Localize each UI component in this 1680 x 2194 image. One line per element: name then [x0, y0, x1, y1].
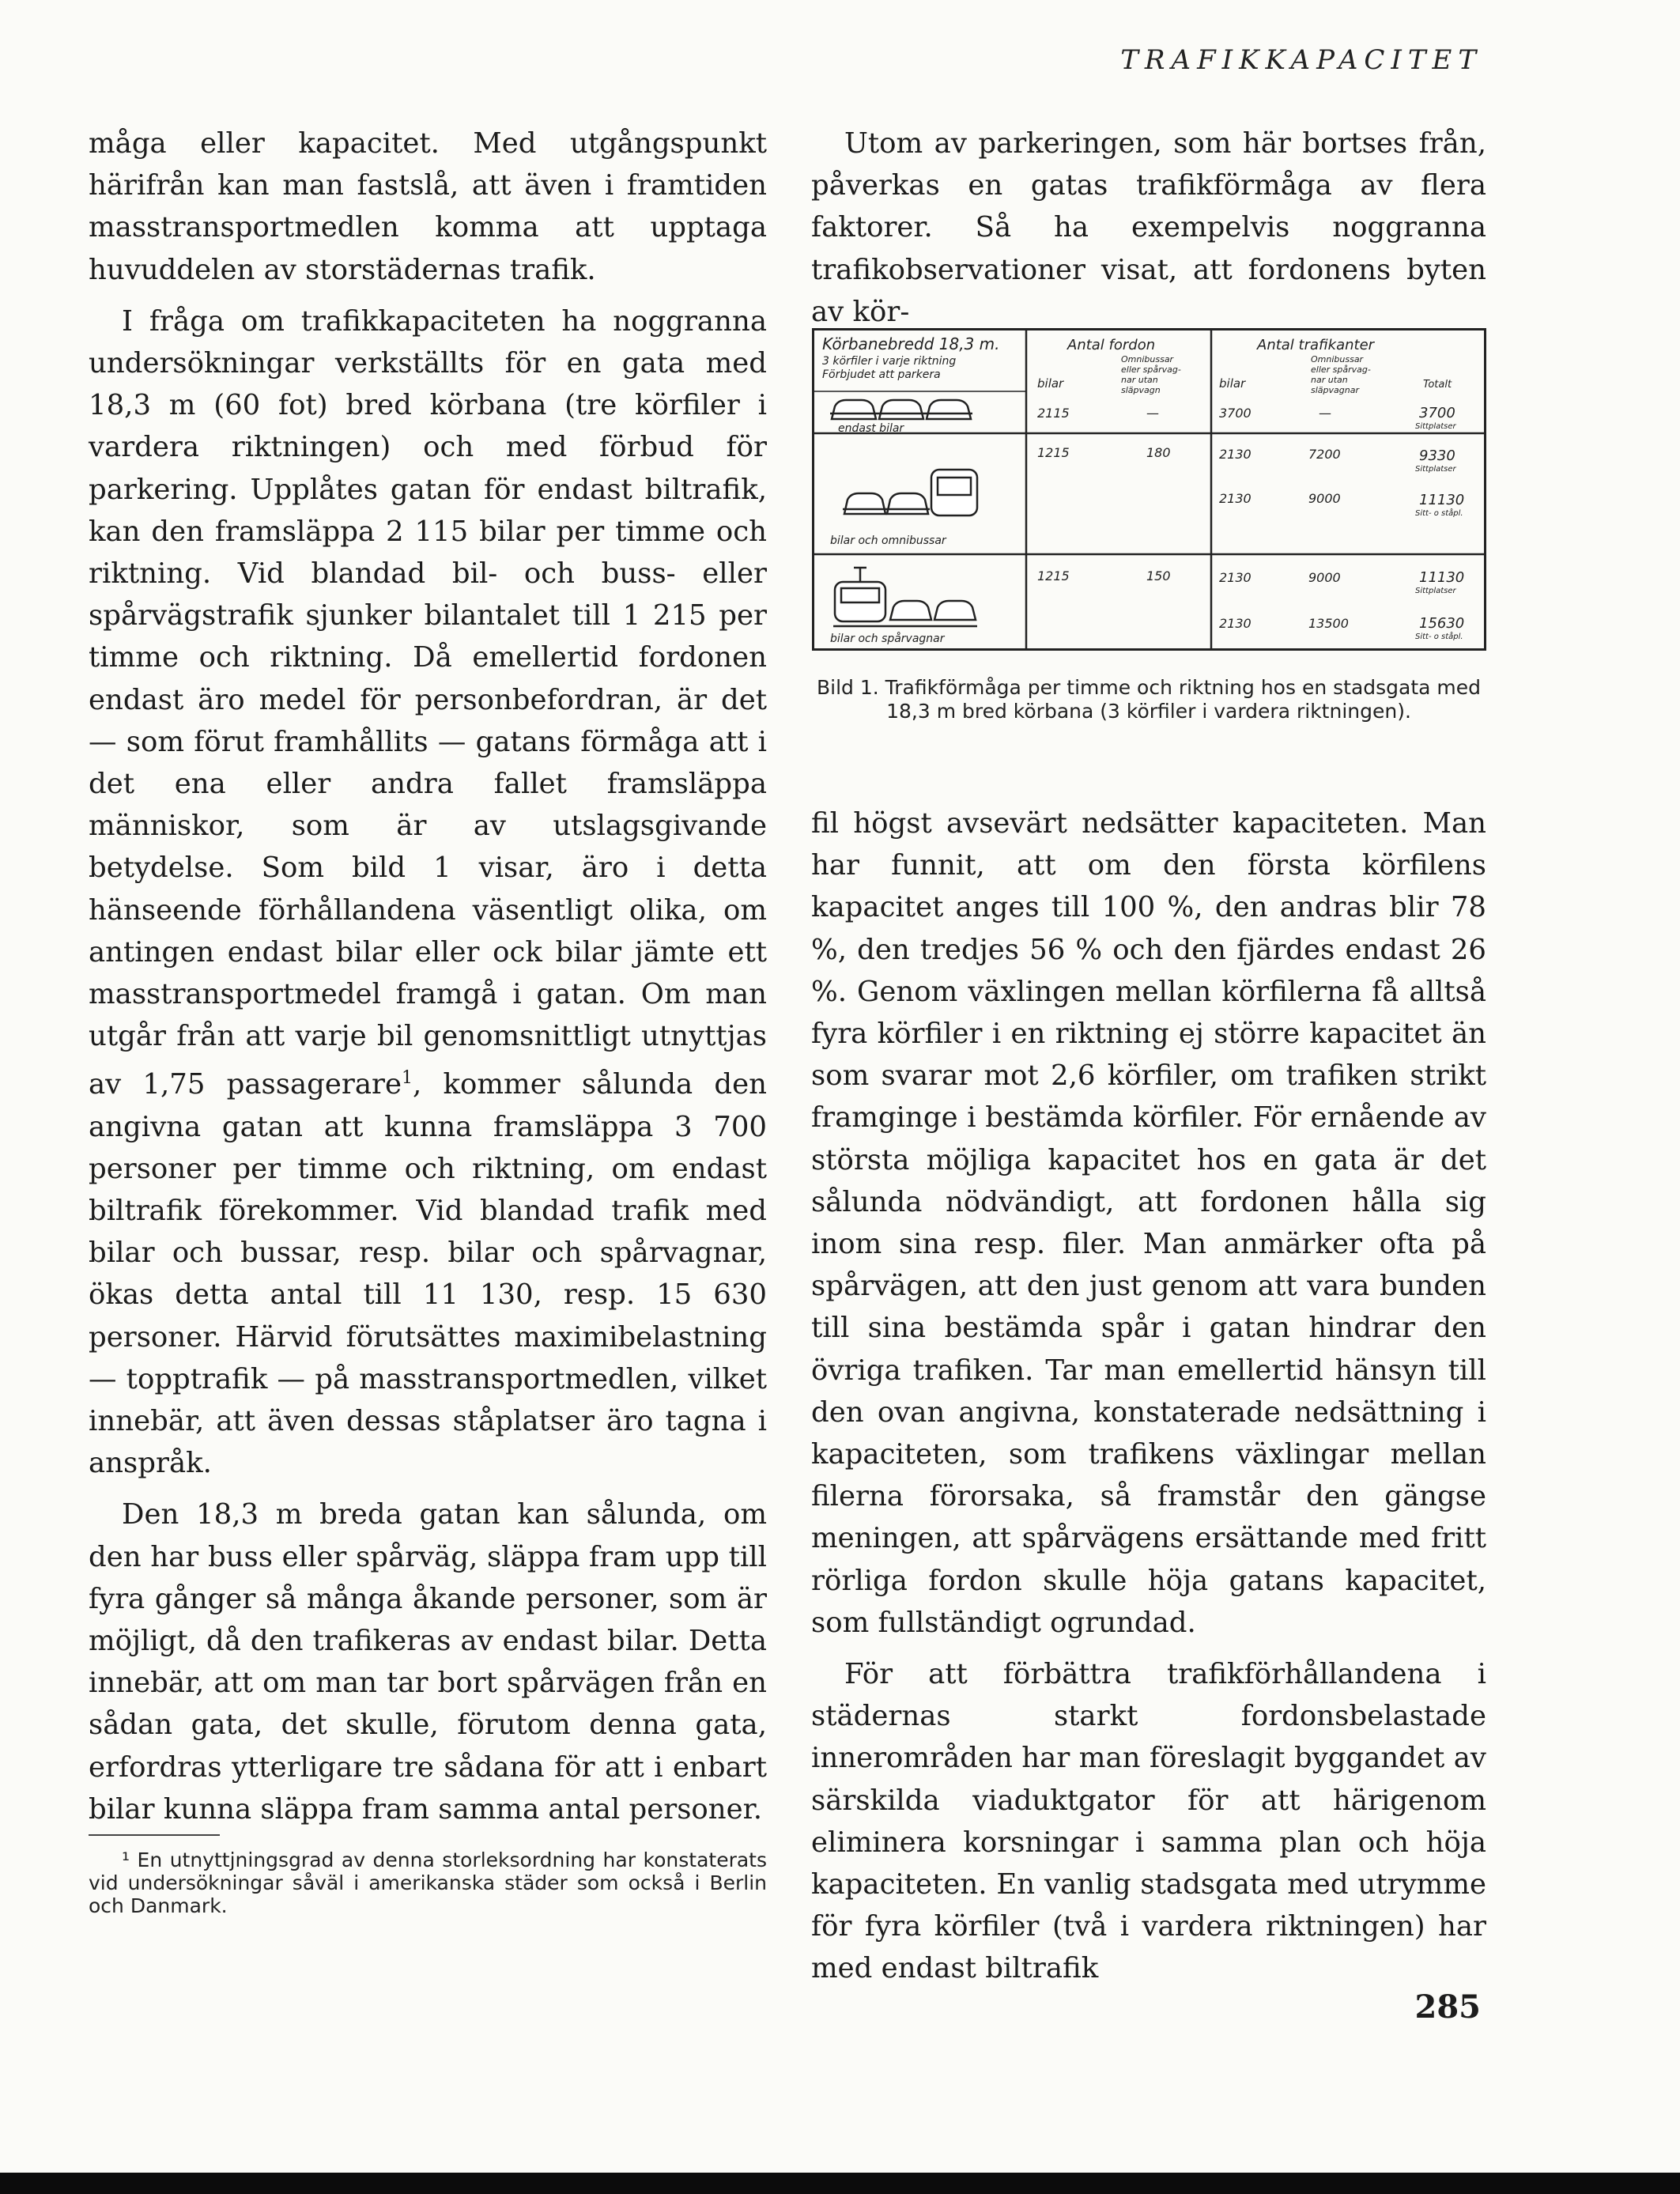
persons-total: 9330: [1419, 447, 1455, 464]
header-persons: Antal trafikanter: [1257, 337, 1375, 353]
page-number: 285: [1414, 1988, 1481, 2026]
persons-transit: —: [1319, 406, 1331, 421]
vehicles-cars: 2115: [1037, 406, 1070, 421]
vehicles-cars: 1215: [1037, 445, 1070, 460]
persons-cars: 2130: [1219, 447, 1252, 462]
figure-caption: Bild 1. Trafikförmåga per timme och riktning hos en stadsgata med 18,3 m bred körbana (3 körfiler i vardera riktningen).: [816, 676, 1482, 723]
right-column-top: [811, 123, 1486, 333]
total-note: Sitt- o ståpl.: [1415, 509, 1463, 518]
paragraph: fil högst avsevärt nedsätter kapaciteten. Man har funnit, att om den första körfilens kapacitet anges till 100 %, den andras blir 78 %, den tredjes 56 % och den fjärdes endast 26 %. Genom växlingen mellan körfilerna få alltså fyra körfiler i en riktning ej större kapacitet än som svarar mot 2,6 körfiler, om trafiken strikt framginge i bestämda körfiler. För ernående av största möjliga kapacitet hos en gata är det sålunda nödvändigt, att fordonen hålla sig inom sina resp. filer. Man anmärker ofta på spårvägen, att den just genom att vara bunden till sina bestämda spår i gatan hindrar den övriga trafiken. Tar man emellertid hänsyn till den ovan angivna, konstaterade nedsättning i kapaciteten, som trafikens växlingar mellan filerna förorsaka, så framstår den gängse meningen, att spårvägens ersättande med fritt rörliga fordon skulle höja gatans kapacitet, som fullständigt ogrundad.: [811, 807, 1486, 1639]
footnote-text: ¹ En utnyttjningsgrad av denna storleksordning har konstaterats vid undersökningar såväl i amerikanska städer som också i Berlin och Danmark.: [89, 1848, 767, 1917]
tram-icon: [833, 568, 977, 626]
persons-transit: 13500: [1308, 616, 1349, 631]
persons-total: 15630: [1419, 615, 1465, 632]
header-persons-transit: Omnibussar: [1311, 354, 1364, 364]
header-total: Totalt: [1423, 379, 1452, 391]
row-label: bilar och spårvagnar: [830, 633, 945, 645]
header-persons-transit: eller spårvag-: [1311, 364, 1371, 375]
persons-transit: 9000: [1308, 570, 1341, 585]
persons-cars: 2130: [1219, 616, 1252, 631]
header-vehicles-cars: bilar: [1037, 376, 1064, 391]
total-note: Sitt- o ståpl.: [1415, 633, 1463, 641]
persons-transit: 7200: [1308, 447, 1341, 462]
paragraph: Den 18,3 m breda gatan kan sålunda, om den har buss eller spårväg, släppa fram upp till fyra gånger så många åkande personer, som är möjligt, då den trafikeras av endast bilar. Detta innebär, att om man tar bort spårvägen från en sådan gata, det skulle, förutom denna gata, erfordras ytterligare tre sådana för att i enbart bilar kunna släppa fram samma antal personer.: [89, 1498, 767, 1826]
total-note: Sittplatser: [1415, 465, 1456, 474]
header-width: Körbanebredd 18,3 m.: [822, 334, 1000, 353]
header-vehicles: Antal fordon: [1067, 337, 1156, 353]
bus-icon: [843, 470, 977, 515]
paragraph: [89, 300, 767, 1485]
row-label: endast bilar: [838, 422, 904, 435]
paragraph-text: I fråga om trafikkapaciteten ha noggranna undersökningar verkställts för en gata med 18,3 m (60 fot) bred körbana (tre körfiler i vardera riktningen) och med förbud för parkering. Upplåtes gatan för endast biltrafik, kan den framsläppa 2 115 bilar per timme och riktning. Vid blandad bil- och buss- eller spårvägstrafik sjunker bilantalet till 1 215 per timme och riktning. Då emellertid fordonen endast äro medel för personbefordran, är det — som förut framhållits — gatans förmåga att i det ena eller andra fallet framsläppa människor, som är av utslagsgivande betydelse. Som bild 1 visar, äro i detta hänseende förhållandena väsentligt olika, om antingen endast bilar eller ock bilar jämte ett masstransportmedel framgå i gatan. Om man utgår från att varje bil genomsnittligt utnyttjas av 1,75 passagerare: [89, 304, 767, 1101]
header-persons-cars: bilar: [1219, 376, 1246, 391]
persons-cars: 2130: [1219, 570, 1252, 585]
persons-total: 11130: [1419, 569, 1465, 586]
header-vehicles-transit: eller spårvag-: [1121, 364, 1181, 375]
figure-table: [812, 328, 1486, 651]
header-vehicles-transit: släpvagn: [1121, 385, 1161, 395]
header-lanes: 3 körfiler i varje riktning: [822, 355, 957, 368]
total-note: Sittplatser: [1415, 422, 1456, 431]
paragraph: För att förbättra trafikförhållandena i städernas starkt fordonsbelastade innerområden har man föreslagit byggandet av särskilda viaduktgator för att härigenom eliminera korsningar i samma plan och höja kapaciteten. En vanlig stadsgata med utrymme för fyra körfiler (två i vardera riktningen) har med endast biltrafik: [811, 1658, 1486, 1985]
vehicles-transit: —: [1146, 406, 1159, 421]
header-persons-transit: nar utan: [1311, 375, 1348, 385]
vehicles-transit: 180: [1146, 445, 1171, 460]
persons-cars: 2130: [1219, 491, 1252, 506]
running-header: TRAFIKKAPACITET: [1120, 44, 1482, 76]
persons-total: 11130: [1419, 492, 1465, 508]
footnote: [89, 1848, 767, 1917]
row-label: bilar och omnibussar: [830, 534, 946, 547]
header-persons-transit: släpvagnar: [1311, 385, 1359, 395]
vehicles-cars: 1215: [1037, 568, 1070, 583]
car-icon: [830, 400, 972, 419]
header-vehicles-transit: Omnibussar: [1121, 354, 1174, 364]
persons-cars: 3700: [1219, 406, 1252, 421]
left-column: [89, 123, 767, 1830]
right-column-bottom: [811, 802, 1486, 1990]
persons-transit: 9000: [1308, 491, 1341, 506]
footnote-reference: 1: [402, 1068, 413, 1089]
footnote-divider: [89, 1834, 220, 1836]
paragraph: måga eller kapacitet. Med utgångspunkt härifrån kan man fastslå, att även i framtiden masstransportmedlen komma att upptaga huvuddelen av storstädernas trafik.: [89, 127, 767, 286]
paragraph: Utom av parkeringen, som här bortses från, påverkas en gatas trafikförmåga av flera faktorer. Så ha exempelvis noggranna trafikobservationer visat, att fordonens byten av kör-: [811, 127, 1486, 328]
persons-total: 3700: [1419, 405, 1455, 421]
header-vehicles-transit: nar utan: [1121, 375, 1158, 385]
vehicles-transit: 150: [1146, 568, 1171, 583]
header-noparking: Förbjudet att parkera: [822, 368, 941, 381]
total-note: Sittplatser: [1415, 587, 1456, 595]
figure-svg: [814, 330, 1484, 648]
paragraph-text: , kommer sålunda den angivna gatan att kunna framsläppa 3 700 personer per timme och riktning, om endast biltrafik förekommer. Vid blandad trafik med bilar och bussar, resp. bilar och spårvagnar, ökas detta antal till 11 130, resp. 15 630 personer. Härvid förutsättes maximibelastning — topptrafik — på masstransportmedlen, vilket innebär, att även dessas ståplatser äro tagna i anspråk.: [89, 1068, 768, 1480]
